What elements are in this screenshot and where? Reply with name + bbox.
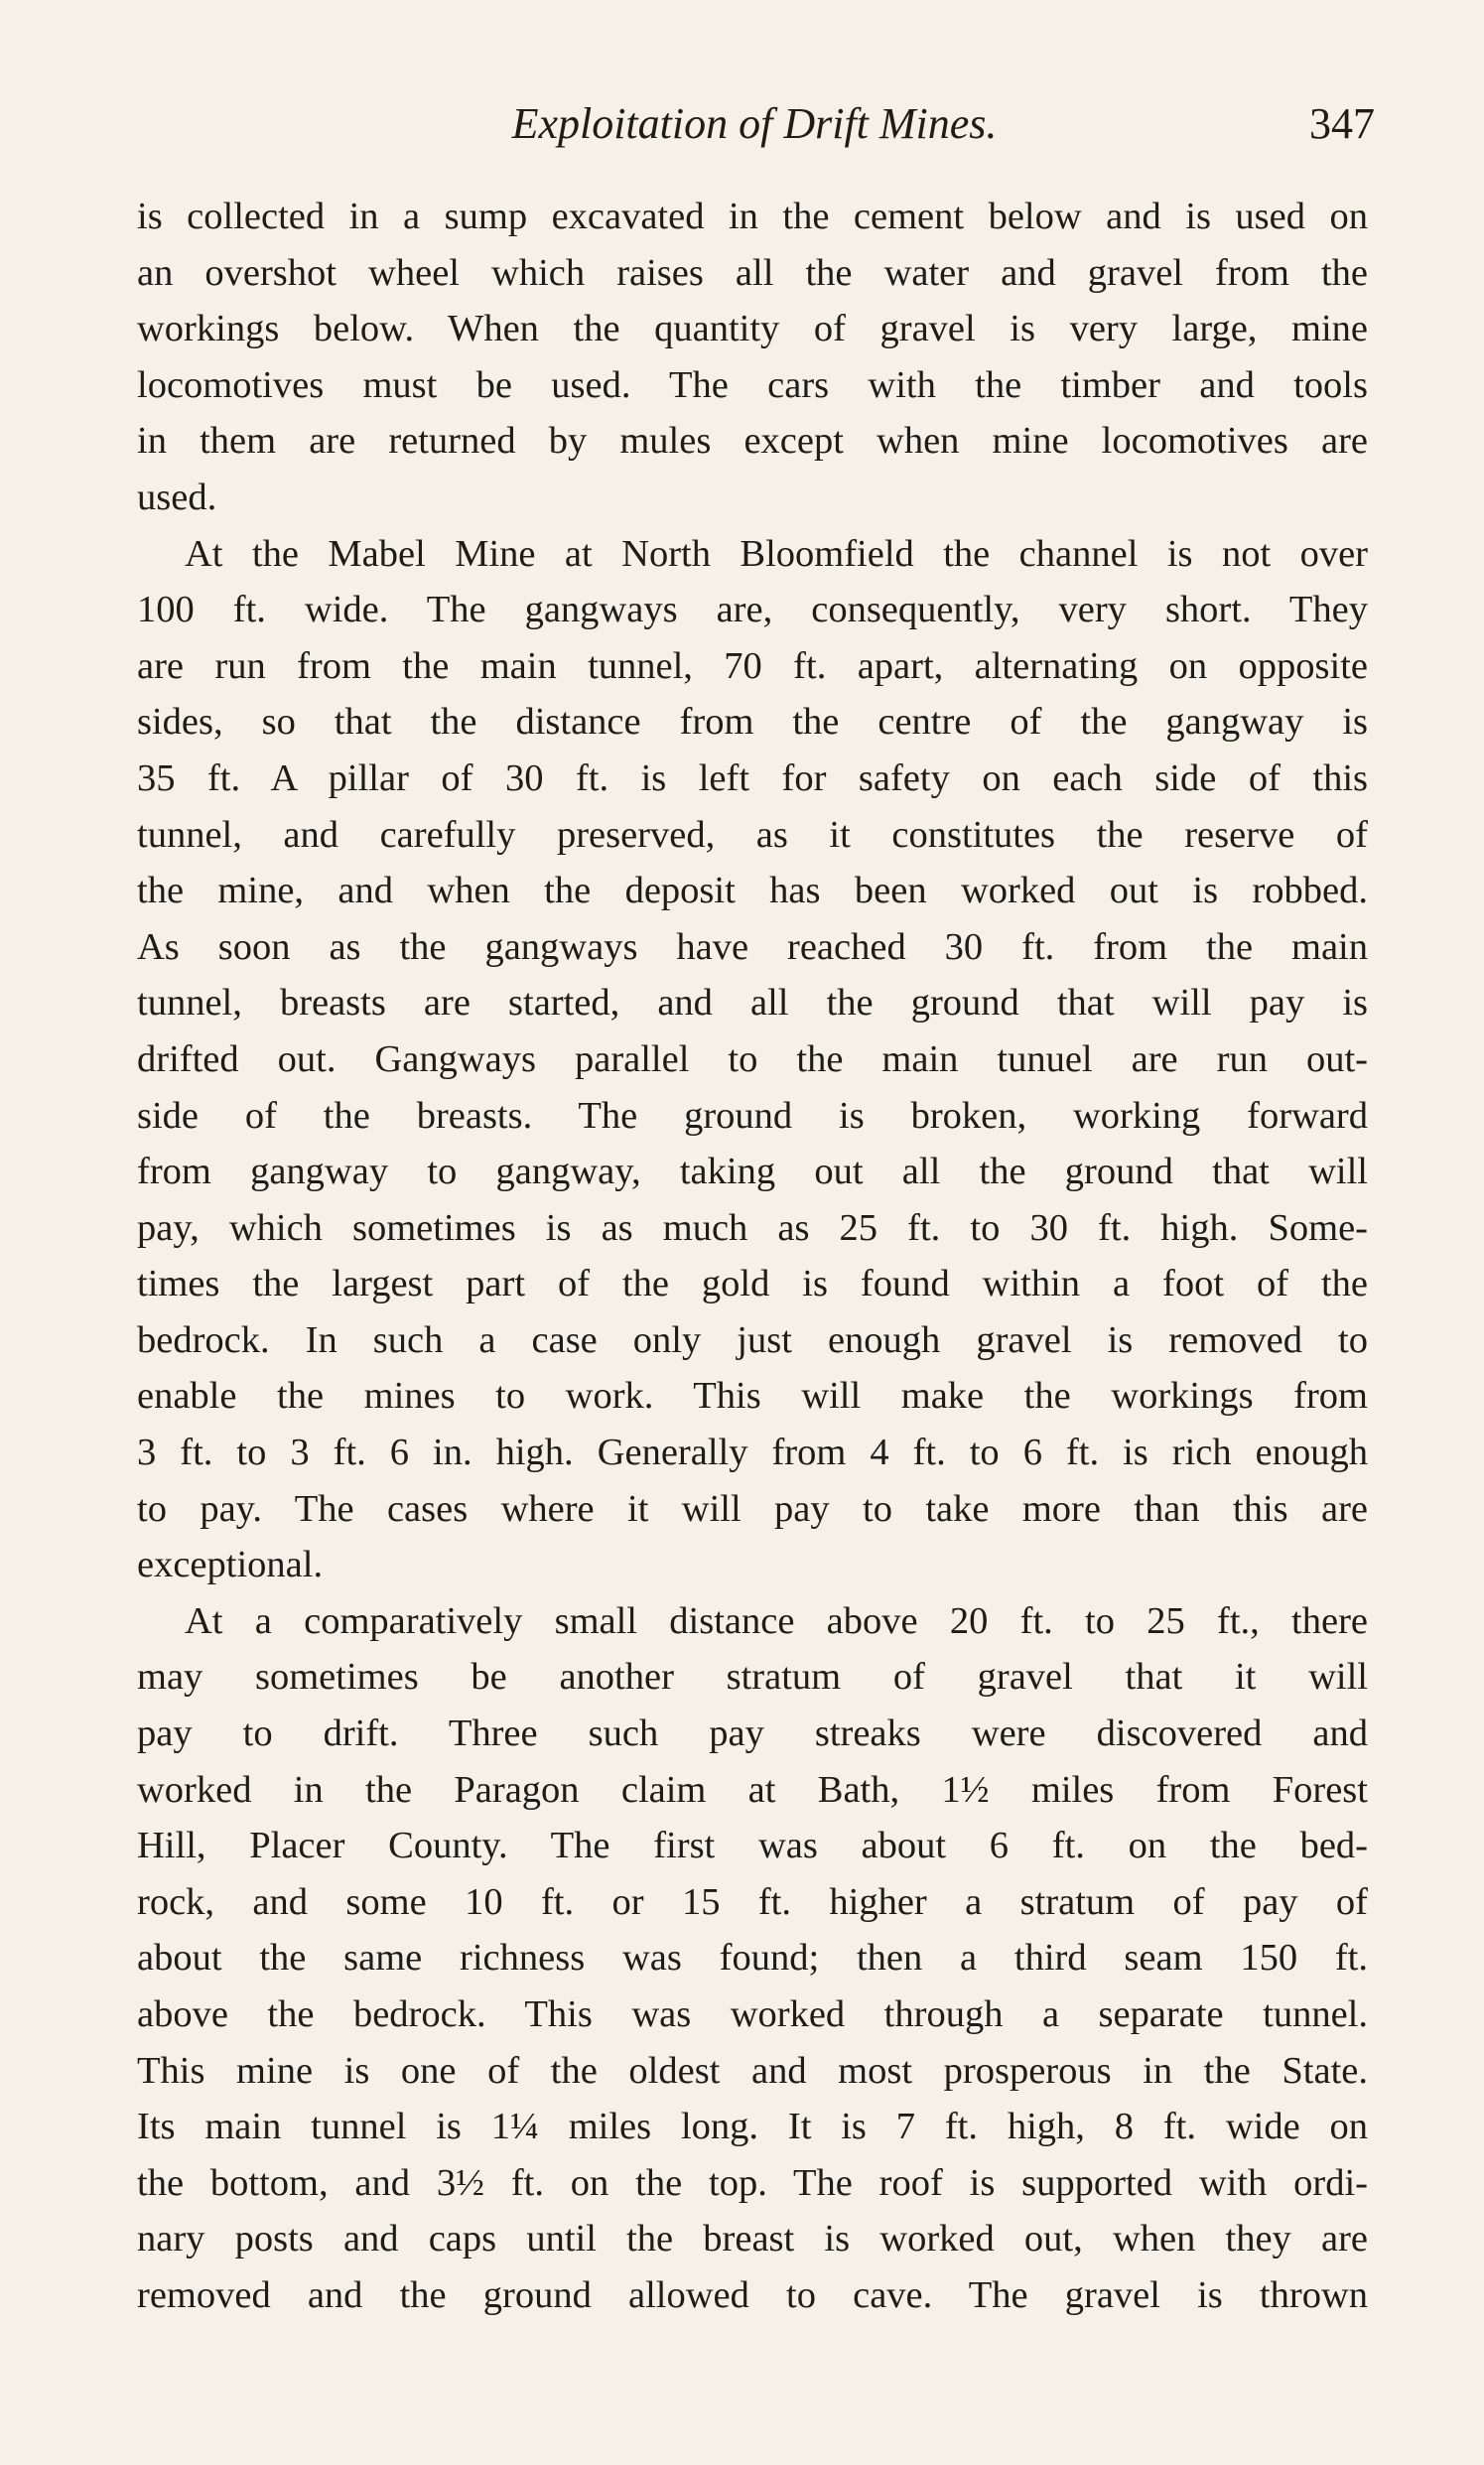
text-line: nary posts and caps until the breast is worked out, when they are <box>137 2218 1368 2260</box>
text-line: tunnel, and carefully preserved, as it constitutes the reserve of <box>137 813 1368 856</box>
text-line: drifted out. Gangways parallel to the main tunuel are run out- <box>137 1037 1368 1080</box>
running-title: Exploitation of Drift Mines. <box>511 99 998 148</box>
text-line: about the same richness was found; then a third seam 150 ft. <box>137 1937 1368 1980</box>
text-line: is collected in a sump excavated in the cement below and is used on <box>137 196 1368 237</box>
text-line: to pay. The cases where it will pay to take more than this are <box>137 1487 1368 1530</box>
text-line: tunnel, breasts are started, and all the ground that will pay is <box>137 982 1368 1025</box>
text-line: sides, so that the distance from the centre of the gangway is <box>137 701 1368 744</box>
text-line: This mine is one of the oldest and most prosperous in the State. <box>137 2049 1368 2092</box>
text-line: exceptional. <box>137 1544 324 1586</box>
text-line: pay to drift. Three such pay streaks were discovered and <box>137 1712 1368 1755</box>
text-line: As soon as the gangways have reached 30 ft. from the main <box>137 925 1368 968</box>
text-line: pay, which sometimes is as much as 25 ft. to 30 ft. high. Some- <box>137 1206 1368 1249</box>
text-line: the bottom, and 3½ ft. on the top. The roof is supported with ordi- <box>137 2161 1368 2204</box>
text-line: locomotives must be used. The cars with the timber and tools <box>137 363 1368 406</box>
text-line: above the bedrock. This was worked through a separate tunnel. <box>137 1993 1368 2035</box>
text-line: an overshot wheel which raises all the water and gravel from the <box>137 251 1368 294</box>
text-line: 3 ft. to 3 ft. 6 in. high. Generally from 4 ft. to 6 ft. is rich enough <box>137 1432 1368 1474</box>
text-line: enable the mines to work. This will make the workings from <box>137 1375 1368 1418</box>
text-line: worked in the Paragon claim at Bath, 1½ miles from Forest <box>137 1768 1368 1811</box>
body-text <box>137 189 1368 2324</box>
text-line: are run from the main tunnel, 70 ft. apart, alternating on opposite <box>137 644 1368 687</box>
text-line: workings below. When the quantity of gravel is very large, mine <box>137 308 1368 350</box>
text-line: rock, and some 10 ft. or 15 ft. higher a stratum of pay of <box>137 1880 1368 1923</box>
text-line: At the Mabel Mine at North Bloomfield the channel is not over <box>185 532 1368 575</box>
text-line: in them are returned by mules except when mine locomotives are <box>137 420 1368 463</box>
text-line: At a comparatively small distance above 20 ft. to 25 ft., there <box>185 1599 1368 1642</box>
text-line: bedrock. In such a case only just enough gravel is removed to <box>137 1318 1368 1361</box>
page-number: 347 <box>1309 99 1375 148</box>
text-line: Hill, Placer County. The first was about 6 ft. on the bed- <box>137 1825 1368 1867</box>
text-line: the mine, and when the deposit has been worked out is robbed. <box>137 870 1368 912</box>
text-line: used. <box>137 476 217 518</box>
page-header <box>134 94 1375 154</box>
text-line: Its main tunnel is 1¼ miles long. It is 7 ft. high, 8 ft. wide on <box>137 2106 1368 2148</box>
text-line: 35 ft. A pillar of 30 ft. is left for safety on each side of this <box>137 756 1368 799</box>
text-line: times the largest part of the gold is found within a foot of the <box>137 1263 1368 1305</box>
text-line: removed and the ground allowed to cave. The gravel is thrown <box>137 2273 1368 2316</box>
text-line: from gangway to gangway, taking out all the ground that will <box>137 1151 1368 1193</box>
text-line: may sometimes be another stratum of gravel that it will <box>137 1656 1368 1699</box>
text-line: 100 ft. wide. The gangways are, consequently, very short. They <box>137 589 1368 631</box>
text-line: side of the breasts. The ground is broken, working forward <box>137 1094 1368 1137</box>
